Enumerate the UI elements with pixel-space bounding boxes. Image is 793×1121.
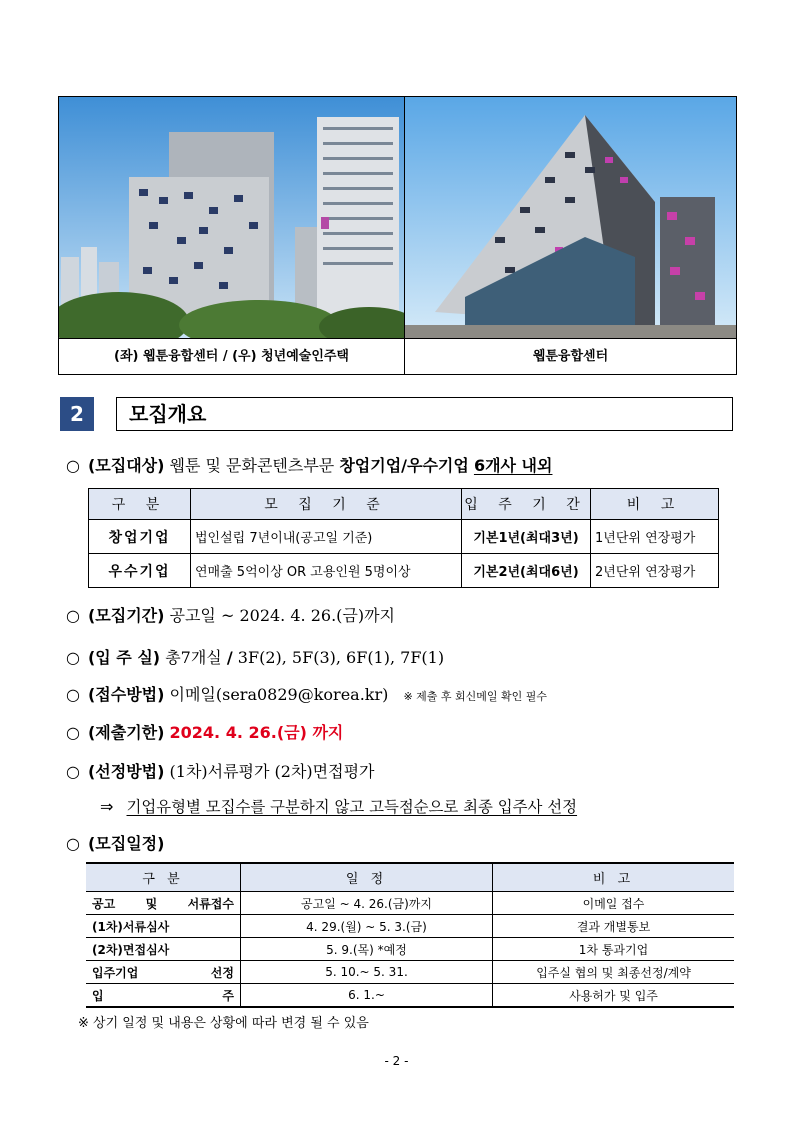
criteria-cell: 연매출 5억이상 OR 고용인원 5명이상: [191, 554, 462, 588]
schedule-line: [66, 831, 164, 854]
schedule-cell: 5. 9.(목) *예정: [241, 938, 493, 961]
arrow-icon: ⇒: [100, 797, 114, 816]
period-label: (모집기간): [87, 606, 165, 625]
table-row: [86, 892, 734, 915]
table-row: [86, 984, 734, 1008]
rooms-slash: /: [226, 648, 233, 667]
rooms-floors: 3F(2), 5F(3), 6F(1), 7F(1): [237, 648, 445, 667]
schedule-cell: 입주실 협의 및 최종선정/계약: [493, 961, 735, 984]
target-label: (모집대상): [87, 456, 165, 475]
schedule-cell: 사용허가 및 입주: [493, 984, 735, 1008]
table-row: [89, 520, 719, 554]
table-row: [89, 554, 719, 588]
photo-webtoon-center-and-housing: [59, 97, 405, 338]
rooms-line: [66, 645, 444, 668]
schedule-cell: 1차 통과기업: [493, 938, 735, 961]
schedule-header: 일 정: [241, 863, 493, 892]
method-line: [66, 682, 547, 705]
target-line: [66, 453, 552, 476]
section-title: 모집개요: [116, 397, 733, 431]
selection-line: [66, 759, 375, 782]
target-count: 6개사 내외: [473, 456, 553, 475]
criteria-cell: 기본2년(최대6년): [462, 554, 591, 588]
photo-caption-left: (좌) 웹툰융합센터 / (우) 청년예술인주택: [59, 339, 405, 375]
deadline-line: [66, 720, 343, 743]
schedule-cell: 공고 및 서류접수: [86, 892, 241, 915]
schedule-cell: 공고일 ~ 4. 26.(금)까지: [241, 892, 493, 915]
selection-label: (선정방법): [87, 762, 165, 781]
rooms-label: (입 주 실): [87, 648, 161, 667]
bullet-icon: ○: [66, 723, 80, 742]
criteria-cell: 우수기업: [89, 554, 191, 588]
method-note: ※ 제출 후 회신메일 확인 필수: [403, 690, 548, 703]
criteria-cell: 1년단위 연장평가: [591, 520, 719, 554]
rooms-text: 총7개실: [165, 648, 222, 667]
page-number: - 2 -: [384, 1054, 409, 1068]
bullet-icon: ○: [66, 762, 80, 781]
table-row: [86, 938, 734, 961]
table-row: [86, 961, 734, 984]
bullet-icon: ○: [66, 606, 80, 625]
schedule-label: (모집일정): [87, 834, 165, 853]
schedule-header: 구 분: [86, 863, 241, 892]
criteria-header: 모 집 기 준: [191, 489, 462, 520]
criteria-cell: 2년단위 연장평가: [591, 554, 719, 588]
section-number: 2: [60, 397, 94, 431]
photo-table: [58, 96, 737, 375]
criteria-header: 구 분: [89, 489, 191, 520]
selection-detail: 기업유형별 모집수를 구분하지 않고 고득점순으로 최종 입주사 선정: [126, 798, 578, 816]
table-row: [86, 915, 734, 938]
selection-detail-line: [100, 795, 577, 817]
criteria-cell: 기본1년(최대3년): [462, 520, 591, 554]
schedule-cell: 4. 29.(월) ~ 5. 3.(금): [241, 915, 493, 938]
schedule-note: ※ 상기 일정 및 내용은 상황에 따라 변경 될 수 있음: [78, 1016, 369, 1031]
bullet-icon: ○: [66, 648, 80, 667]
criteria-cell: 창업기업: [89, 520, 191, 554]
schedule-cell: (2차)면접심사: [86, 938, 241, 961]
period-text: 공고일 ~ 2024. 4. 26.(금)까지: [169, 606, 396, 625]
target-text: 웹툰 및 문화콘텐츠부문: [169, 456, 335, 475]
criteria-header: 입 주 기 간: [462, 489, 591, 520]
schedule-cell: 입 주: [86, 984, 241, 1008]
schedule-cell: 5. 10.~ 5. 31.: [241, 961, 493, 984]
period-line: [66, 603, 395, 626]
schedule-cell: (1차)서류심사: [86, 915, 241, 938]
schedule-cell: 입주기업 선정: [86, 961, 241, 984]
criteria-header: 비 고: [591, 489, 719, 520]
method-label: (접수방법): [87, 685, 165, 704]
criteria-cell: 법인설립 7년이내(공고일 기준): [191, 520, 462, 554]
schedule-header: 비 고: [493, 863, 735, 892]
schedule-cell: 이메일 접수: [493, 892, 735, 915]
bullet-icon: ○: [66, 456, 80, 475]
schedule-table: [86, 862, 734, 1008]
photo-caption-right: 웹툰융합센터: [532, 349, 609, 364]
criteria-table: [88, 488, 719, 588]
photo-webtoon-center: [405, 97, 736, 338]
target-bold: 창업기업/우수기업: [339, 456, 469, 475]
deadline-label: (제출기한): [87, 723, 165, 742]
schedule-cell: 6. 1.~: [241, 984, 493, 1008]
bullet-icon: ○: [66, 685, 80, 704]
selection-text: (1차)서류평가 (2차)면접평가: [169, 762, 375, 781]
deadline-text: 2024. 4. 26.(금) 까지: [169, 723, 344, 742]
bullet-icon: ○: [66, 834, 80, 853]
schedule-cell: 결과 개별통보: [493, 915, 735, 938]
method-email: 이메일(sera0829@korea.kr): [169, 685, 389, 704]
